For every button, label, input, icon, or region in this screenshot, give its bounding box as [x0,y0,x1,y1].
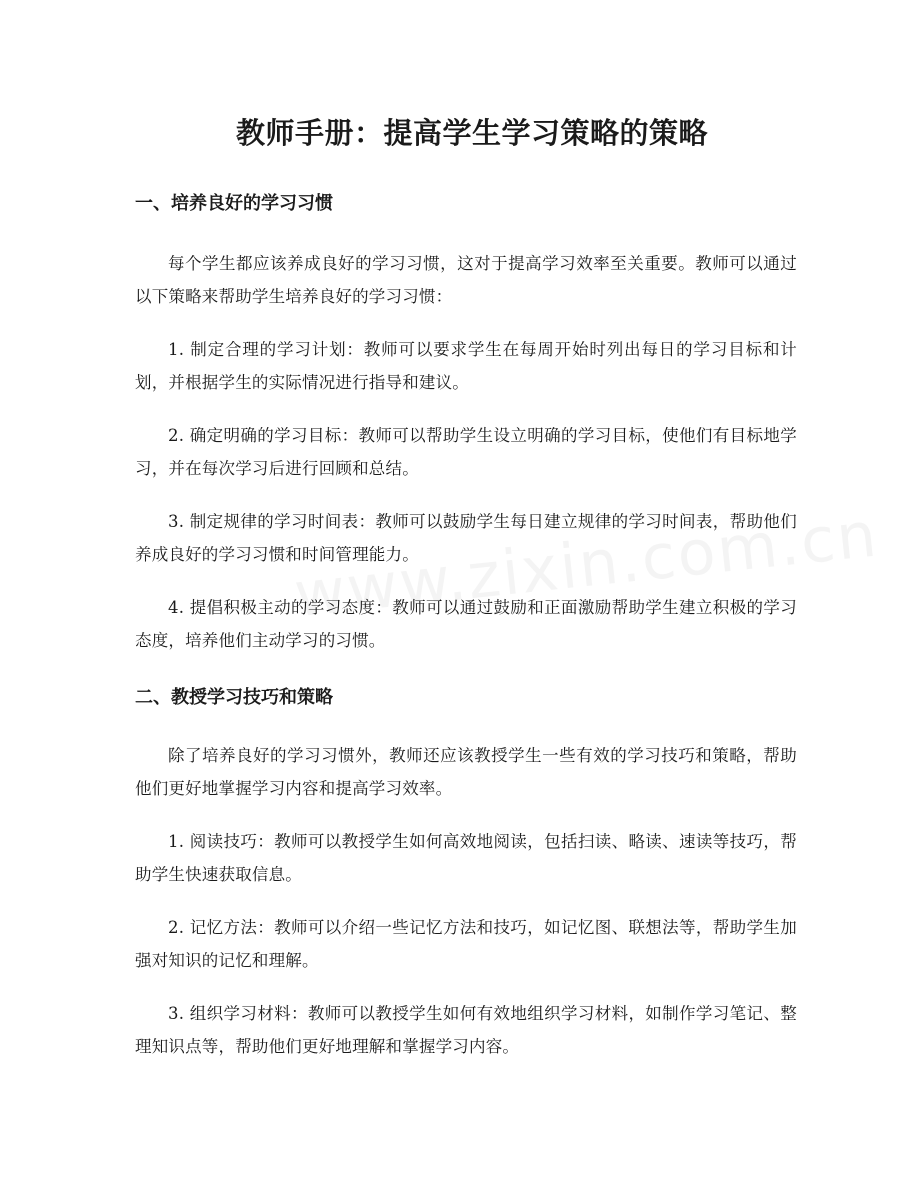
section-intro-paragraph: 除了培养良好的学习习惯外，教师还应该教授学生一些有效的学习技巧和策略，帮助他们更好地掌握学习内容和提高学习效率。 [135,746,797,798]
list-item: 4. 提倡积极主动的学习态度：教师可以通过鼓励和正面激励帮助学生建立积极的学习态度，培养他们主动学习的习惯。 [135,598,797,650]
list-item: 2. 记忆方法：教师可以介绍一些记忆方法和技巧，如记忆图、联想法等，帮助学生加强对知识的记忆和理解。 [135,918,797,970]
list-item: 1. 阅读技巧：教师可以教授学生如何高效地阅读，包括扫读、略读、速读等技巧，帮助学生快速获取信息。 [135,832,797,884]
list-item: 1. 制定合理的学习计划：教师可以要求学生在每周开始时列出每日的学习目标和计划，并根据学生的实际情况进行指导和建议。 [135,340,797,392]
section-intro-paragraph: 每个学生都应该养成良好的学习习惯，这对于提高学习效率至关重要。教师可以通过以下策略来帮助学生培养良好的学习习惯： [135,254,797,306]
document-title: 教师手册：提高学生学习策略的策略 [235,116,708,150]
list-item: 3. 组织学习材料：教师可以教授学生如何有效地组织学习材料，如制作学习笔记、整理知识点等，帮助他们更好地理解和掌握学习内容。 [135,1004,797,1056]
list-item: 3. 制定规律的学习时间表：教师可以鼓励学生每日建立规律的学习时间表，帮助他们养成良好的学习习惯和时间管理能力。 [135,512,797,564]
section-heading: 一、培养良好的学习习惯 [135,193,333,214]
section-heading: 二、教授学习技巧和策略 [135,687,333,708]
list-item: 2. 确定明确的学习目标：教师可以帮助学生设立明确的学习目标，使他们有目标地学习，并在每次学习后进行回顾和总结。 [135,426,797,478]
